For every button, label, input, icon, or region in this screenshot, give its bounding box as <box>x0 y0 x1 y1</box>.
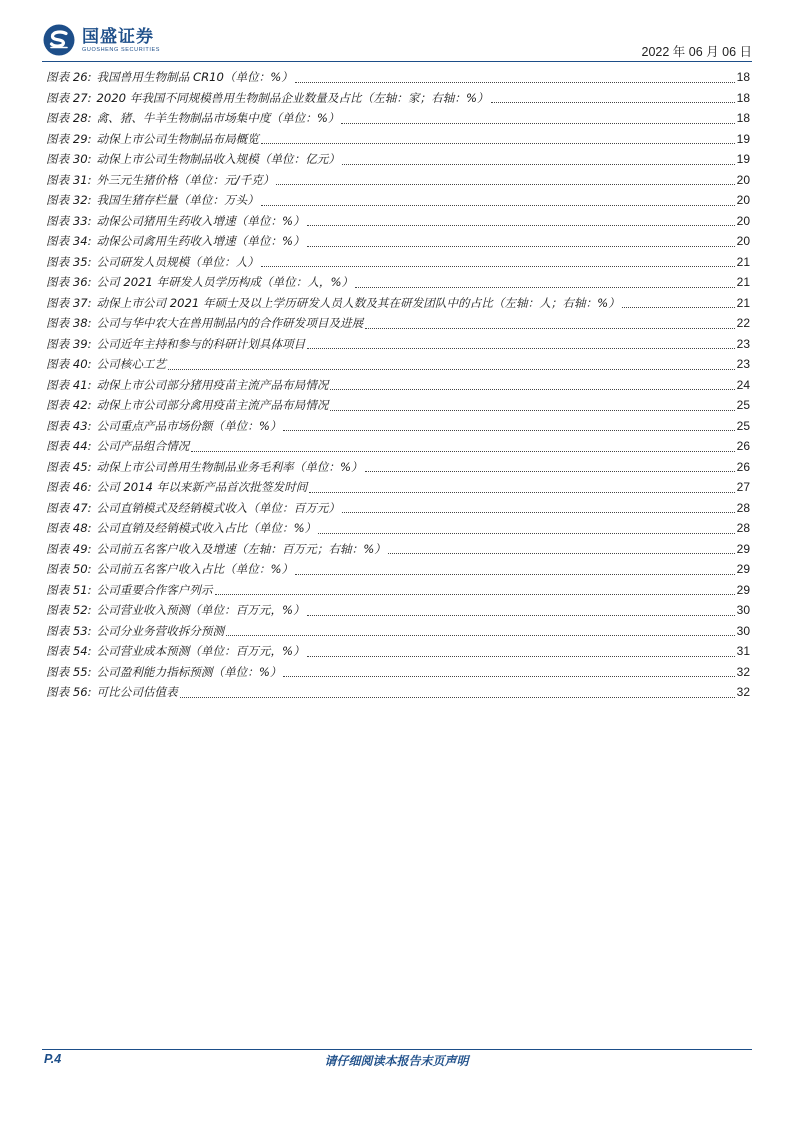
toc-entry-page[interactable]: 23 <box>736 336 750 351</box>
toc-entry-title[interactable]: 公司重点产品市场份额（单位：%） <box>96 418 282 433</box>
toc-dot-leader <box>309 492 734 493</box>
toc-entry-label: 图表 48: <box>46 521 92 535</box>
toc-entry-title[interactable]: 公司营业收入预测（单位：百万元，%） <box>96 603 305 617</box>
toc-dot-leader <box>307 348 734 349</box>
toc-entry[interactable] <box>46 231 750 252</box>
toc-entry-label: 图表 28: <box>46 111 92 125</box>
toc-entry[interactable] <box>46 375 750 396</box>
toc-entry[interactable] <box>46 498 750 519</box>
toc-entry-label: 图表 33: <box>46 213 92 228</box>
toc-dot-leader <box>342 164 735 165</box>
toc-entry-label: 图表 39: <box>46 336 92 351</box>
toc-entry-title[interactable]: 动保公司禽用生药收入增速（单位：%） <box>96 234 305 248</box>
toc-entry-label: 图表 45: <box>46 459 92 474</box>
toc-entry-title[interactable]: 公司近年主持和参与的科研计划具体项目 <box>96 336 306 351</box>
toc-entry-page[interactable]: 30 <box>736 603 750 617</box>
header-divider <box>42 61 752 62</box>
toc-entry[interactable] <box>46 108 750 129</box>
toc-entry[interactable] <box>46 641 750 662</box>
toc-entry-title[interactable]: 公司营业成本预测（单位：百万元，%） <box>96 644 305 658</box>
page-number: P.4 <box>44 1052 62 1066</box>
toc-entry-page[interactable]: 23 <box>736 357 750 371</box>
toc-entry-page[interactable]: 31 <box>736 644 750 658</box>
toc-dot-leader <box>341 123 734 124</box>
toc-entry-label: 图表 38: <box>46 316 92 330</box>
toc-dot-leader <box>261 143 735 144</box>
toc-dot-leader <box>388 553 735 554</box>
company-logo <box>42 20 160 60</box>
toc-entry-label: 图表 31: <box>46 172 92 187</box>
toc-entry-label: 图表 55: <box>46 664 92 679</box>
toc-entry-label: 图表 51: <box>46 582 92 597</box>
toc-entry-title[interactable]: 动保上市公司 2021 年硕士及以上学历研发人员人数及其在研发团队中的占比（左轴：人；右轴：%） <box>96 295 620 310</box>
toc-entry-page[interactable]: 28 <box>736 500 750 515</box>
toc-entry-label: 图表 34: <box>46 234 92 248</box>
toc-entry-label: 图表 37: <box>46 295 92 310</box>
toc-entry-page[interactable]: 20 <box>736 234 750 248</box>
toc-dot-leader <box>342 512 735 513</box>
toc-entry-title[interactable]: 动保公司猪用生药收入增速（单位：%） <box>96 213 305 228</box>
toc-entry-page[interactable]: 27 <box>736 480 750 494</box>
toc-entry-label: 图表 56: <box>46 685 92 699</box>
toc-entry[interactable] <box>46 211 750 232</box>
toc-entry-label: 图表 41: <box>46 377 92 392</box>
logo-name-cn: 国盛证券 <box>82 26 154 47</box>
toc-entry-label: 图表 53: <box>46 623 92 638</box>
toc-entry-title[interactable]: 可比公司估值表 <box>96 685 178 699</box>
toc-dot-leader <box>307 656 735 657</box>
toc-entry[interactable] <box>46 662 750 683</box>
toc-dot-leader <box>307 246 735 247</box>
toc-entry-title[interactable]: 公司 2014 年以来新产品首次批签发时间 <box>96 480 308 494</box>
toc-entry[interactable] <box>46 129 750 150</box>
toc-entry-label: 图表 29: <box>46 131 92 146</box>
toc-entry-page[interactable]: 28 <box>736 521 750 535</box>
toc-entry-label: 图表 42: <box>46 398 92 412</box>
toc-dot-leader <box>276 184 734 185</box>
toc-entry-page[interactable]: 18 <box>736 70 750 84</box>
toc-dot-leader <box>355 287 735 288</box>
toc-entry-page[interactable]: 19 <box>736 131 750 146</box>
toc-entry-label: 图表 47: <box>46 500 92 515</box>
toc-entry-page[interactable]: 25 <box>736 398 750 412</box>
toc-entry-title[interactable]: 公司直销及经销模式收入占比（单位：%） <box>96 521 317 535</box>
toc-entry-title[interactable]: 动保上市公司部分猪用疫苗主流产品布局情况 <box>96 377 329 392</box>
footer-divider <box>42 1049 752 1050</box>
toc-entry-page[interactable]: 26 <box>736 459 750 474</box>
toc-entry[interactable] <box>46 190 750 211</box>
toc-entry-page[interactable]: 26 <box>736 439 750 453</box>
toc-entry[interactable] <box>46 252 750 273</box>
page-header <box>42 20 752 60</box>
toc-entry-title[interactable]: 公司直销模式及经销模式收入（单位：百万元） <box>96 500 341 515</box>
toc-entry-title[interactable]: 动保上市公司生物制品布局概览 <box>96 131 259 146</box>
toc-entry-title[interactable]: 动保上市公司兽用生物制品业务毛利率（单位：%） <box>96 459 363 474</box>
toc-entry-label: 图表 36: <box>46 275 92 289</box>
toc-entry-page[interactable]: 32 <box>736 664 750 679</box>
toc-entry-title[interactable]: 公司前五名客户收入及增速（左轴：百万元；右轴：%） <box>96 541 386 556</box>
toc-entry[interactable] <box>46 457 750 478</box>
toc-entry-page[interactable]: 22 <box>736 316 750 330</box>
toc-dot-leader <box>283 430 734 431</box>
toc-dot-leader <box>180 697 735 698</box>
toc-entry-page[interactable]: 20 <box>736 193 750 207</box>
toc-dot-leader <box>622 307 735 308</box>
toc-entry[interactable] <box>46 293 750 314</box>
toc-dot-leader <box>491 102 735 103</box>
guosheng-logo-icon <box>42 23 76 57</box>
toc-entry-page[interactable]: 24 <box>736 377 750 392</box>
toc-entry-title[interactable]: 公司重要合作客户列示 <box>96 582 213 597</box>
toc-entry-page[interactable]: 29 <box>736 541 750 556</box>
toc-entry-title[interactable]: 我国生猪存栏量（单位：万头） <box>96 193 259 207</box>
toc-dot-leader <box>283 676 734 677</box>
toc-entry[interactable] <box>46 272 750 293</box>
toc-dot-leader <box>295 82 735 83</box>
toc-entry-label: 图表 52: <box>46 603 92 617</box>
toc-entry-label: 图表 40: <box>46 357 92 371</box>
toc-entry-title[interactable]: 外三元生猪价格（单位：元/千克） <box>96 172 275 187</box>
toc-entry-title[interactable]: 公司 2021 年研发人员学历构成（单位：人，%） <box>96 275 354 289</box>
toc-dot-leader <box>365 471 735 472</box>
toc-entry-page[interactable]: 18 <box>736 111 750 125</box>
toc-entry-label: 图表 46: <box>46 480 92 494</box>
toc-entry[interactable] <box>46 88 750 109</box>
toc-entry[interactable] <box>46 580 750 601</box>
toc-entry[interactable] <box>46 149 750 170</box>
toc-entry-page[interactable]: 29 <box>736 582 750 597</box>
toc-entry-title[interactable]: 动保上市公司生物制品收入规模（单位：亿元） <box>96 152 341 166</box>
toc-entry-label: 图表 26: <box>46 70 92 84</box>
toc-entry-label: 图表 30: <box>46 152 92 166</box>
toc-entry[interactable] <box>46 518 750 539</box>
toc-entry-label: 图表 50: <box>46 562 92 576</box>
toc-entry-page[interactable]: 29 <box>736 562 750 576</box>
toc-entry-title[interactable]: 公司分业务营收拆分预测 <box>96 623 225 638</box>
toc-dot-leader <box>261 205 735 206</box>
toc-dot-leader <box>191 451 734 452</box>
toc-entry[interactable] <box>46 334 750 355</box>
toc-entry-title[interactable]: 公司核心工艺 <box>96 357 167 371</box>
toc-entry[interactable] <box>46 539 750 560</box>
toc-entry-title[interactable]: 公司研发人员规模（单位：人） <box>96 254 259 269</box>
toc-entry-page[interactable]: 21 <box>736 254 750 269</box>
toc-entry-title[interactable]: 公司盈利能力指标预测（单位：%） <box>96 664 282 679</box>
toc-entry-label: 图表 27: <box>46 90 92 105</box>
toc-entry-title[interactable]: 动保上市公司部分禽用疫苗主流产品布局情况 <box>96 398 329 412</box>
toc-entry[interactable] <box>46 354 750 375</box>
toc-entry-page[interactable]: 25 <box>736 418 750 433</box>
toc-entry[interactable] <box>46 170 750 191</box>
toc-entry-title[interactable]: 公司产品组合情况 <box>96 439 190 453</box>
toc-entry-label: 图表 54: <box>46 644 92 658</box>
toc-entry-title[interactable]: 2020 年我国不同规模兽用生物制品企业数量及占比（左轴：家；右轴：%） <box>96 90 489 105</box>
toc-entry[interactable] <box>46 395 750 416</box>
toc-dot-leader <box>226 635 735 636</box>
toc-dot-leader <box>215 594 735 595</box>
toc-dot-leader <box>307 615 735 616</box>
toc-dot-leader <box>330 410 734 411</box>
toc-entry[interactable] <box>46 477 750 498</box>
toc-entry[interactable] <box>46 436 750 457</box>
toc-entry-label: 图表 44: <box>46 439 92 453</box>
toc-entry-page[interactable]: 19 <box>736 152 750 166</box>
figure-list <box>46 67 750 703</box>
toc-entry[interactable] <box>46 416 750 437</box>
toc-entry-label: 图表 49: <box>46 541 92 556</box>
toc-entry-label: 图表 35: <box>46 254 92 269</box>
toc-entry-title[interactable]: 公司与华中农大在兽用制品内的合作研发项目及进展 <box>96 316 364 330</box>
toc-entry-page[interactable]: 30 <box>736 623 750 638</box>
toc-entry-title[interactable]: 公司前五名客户收入占比（单位：%） <box>96 562 294 576</box>
toc-dot-leader <box>365 328 734 329</box>
toc-entry[interactable] <box>46 682 750 703</box>
toc-entry-page[interactable]: 21 <box>736 295 750 310</box>
toc-dot-leader <box>295 574 735 575</box>
logo-name-en: GUOSHENG SECURITIES <box>82 46 161 53</box>
toc-entry-page[interactable]: 18 <box>736 90 750 105</box>
toc-entry-page[interactable]: 20 <box>736 172 750 187</box>
toc-dot-leader <box>318 533 734 534</box>
toc-dot-leader <box>307 225 735 226</box>
toc-entry-label: 图表 43: <box>46 418 92 433</box>
toc-entry-page[interactable]: 32 <box>736 685 750 699</box>
toc-entry[interactable] <box>46 67 750 88</box>
toc-dot-leader <box>168 369 735 370</box>
report-date: 2022 年 06 月 06 日 <box>641 45 752 59</box>
toc-entry[interactable] <box>46 559 750 580</box>
toc-entry-label: 图表 32: <box>46 193 92 207</box>
toc-dot-leader <box>330 389 734 390</box>
disclaimer-note: 请仔细阅读本报告末页声明 <box>324 1054 469 1068</box>
toc-entry[interactable] <box>46 313 750 334</box>
toc-entry-page[interactable]: 21 <box>736 275 750 289</box>
toc-entry-title[interactable]: 禽、猪、牛羊生物制品市场集中度（单位：%） <box>96 111 340 125</box>
toc-entry-title[interactable]: 我国兽用生物制品 CR10（单位：%） <box>96 70 293 84</box>
toc-dot-leader <box>261 266 735 267</box>
toc-entry[interactable] <box>46 621 750 642</box>
toc-entry[interactable] <box>46 600 750 621</box>
toc-entry-page[interactable]: 20 <box>736 213 750 228</box>
